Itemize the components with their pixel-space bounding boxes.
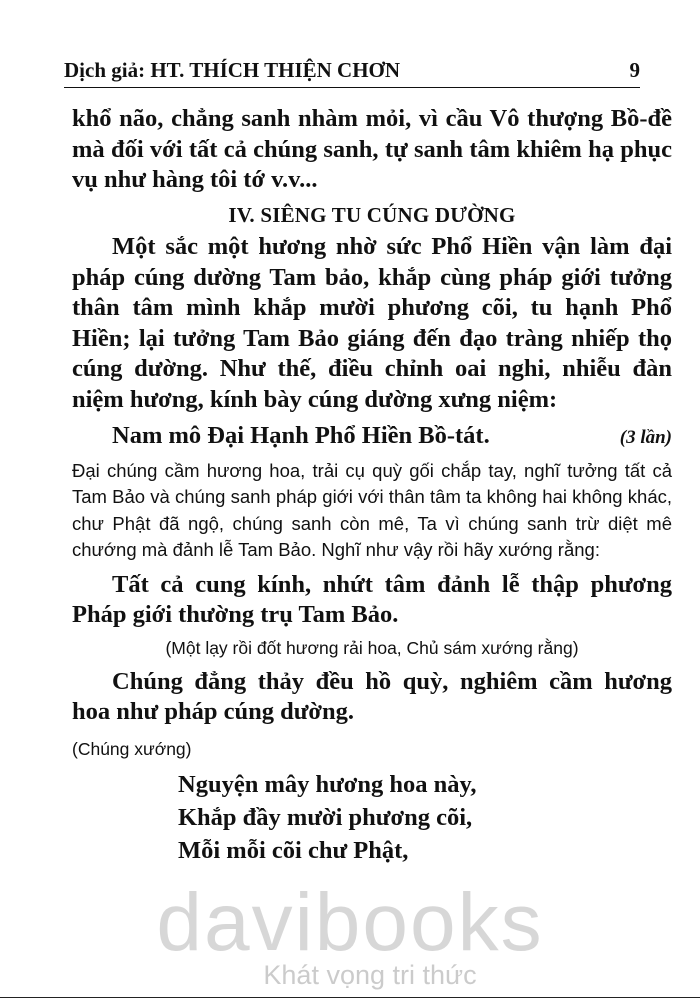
paragraph-offering: Một sắc một hương nhờ sức Phổ Hiền vận làm đại pháp cúng dường Tam bảo, khắp cùng pháp giới tưởng thân tâm mình khắp mười phương cõi, tu hạnh Phổ Hiền; lại tưởng Tam Bảo giáng đến đạo tràng nhiếp thọ cúng dường. Như thế, điều chỉnh oai nghi, nhiễu đàn niệm hương, kính bày cúng dường xưng niệm: [72, 233, 672, 413]
watermark-slogan: Khát vọng tri thức [263, 960, 477, 990]
page-body [72, 104, 672, 867]
running-header [64, 58, 640, 88]
watermark-brand: davibooks [156, 877, 544, 968]
page-number: 9 [629, 58, 640, 82]
repeat-count: (3 lần) [619, 427, 672, 448]
ritual-note: (Một lạy rồi đốt hương rải hoa, Chủ sám xướng rằng) [165, 637, 579, 658]
verse-line: Nguyện mây hương hoa này, [178, 770, 477, 798]
chant-offering: Chúng đẳng thảy đều hồ quỳ, nghiêm cầm hương hoa như pháp cúng dường. [72, 667, 672, 725]
verse-block [72, 768, 672, 867]
chant-homage: Tất cả cung kính, nhứt tâm đảnh lễ thập phương Pháp giới thường trụ Tam Bảo. [72, 570, 672, 628]
invocation-line [72, 421, 672, 454]
verse-line: Khắp đầy mười phương cõi, [178, 803, 473, 831]
verse-line: Mỗi mỗi cõi chư Phật, [178, 836, 409, 864]
assembly-note: (Chúng xướng) [72, 738, 192, 759]
instruction-text: Đại chúng cầm hương hoa, trải cụ quỳ gối chắp tay, nghĩ tưởng tất cả Tam Bảo và chúng sanh pháp giới với thân tâm ta không hai không khác, chư Phật đã ngộ, chúng sanh còn mê, Ta vì chúng sanh trừ diệt mê chướng mà đảnh lễ Tam Bảo. Nghĩ như vậy rồi hãy xướng rằng: [72, 459, 672, 560]
section-heading: IV. SIÊNG TU CÚNG DƯỜNG [228, 202, 516, 227]
paragraph-continued: khổ não, chẳng sanh nhàm mỏi, vì cầu Vô thượng Bồ-đề mà đối với tất cả chúng sanh, tự sanh tâm khiêm hạ phục vụ như hàng tôi tớ v.v... [72, 105, 672, 193]
invocation-text: Nam mô Đại Hạnh Phổ Hiền Bồ-tát. [112, 422, 490, 449]
page-edge-divider [0, 997, 700, 998]
translator-credit: Dịch giả: HT. THÍCH THIỆN CHƠN [64, 58, 401, 82]
